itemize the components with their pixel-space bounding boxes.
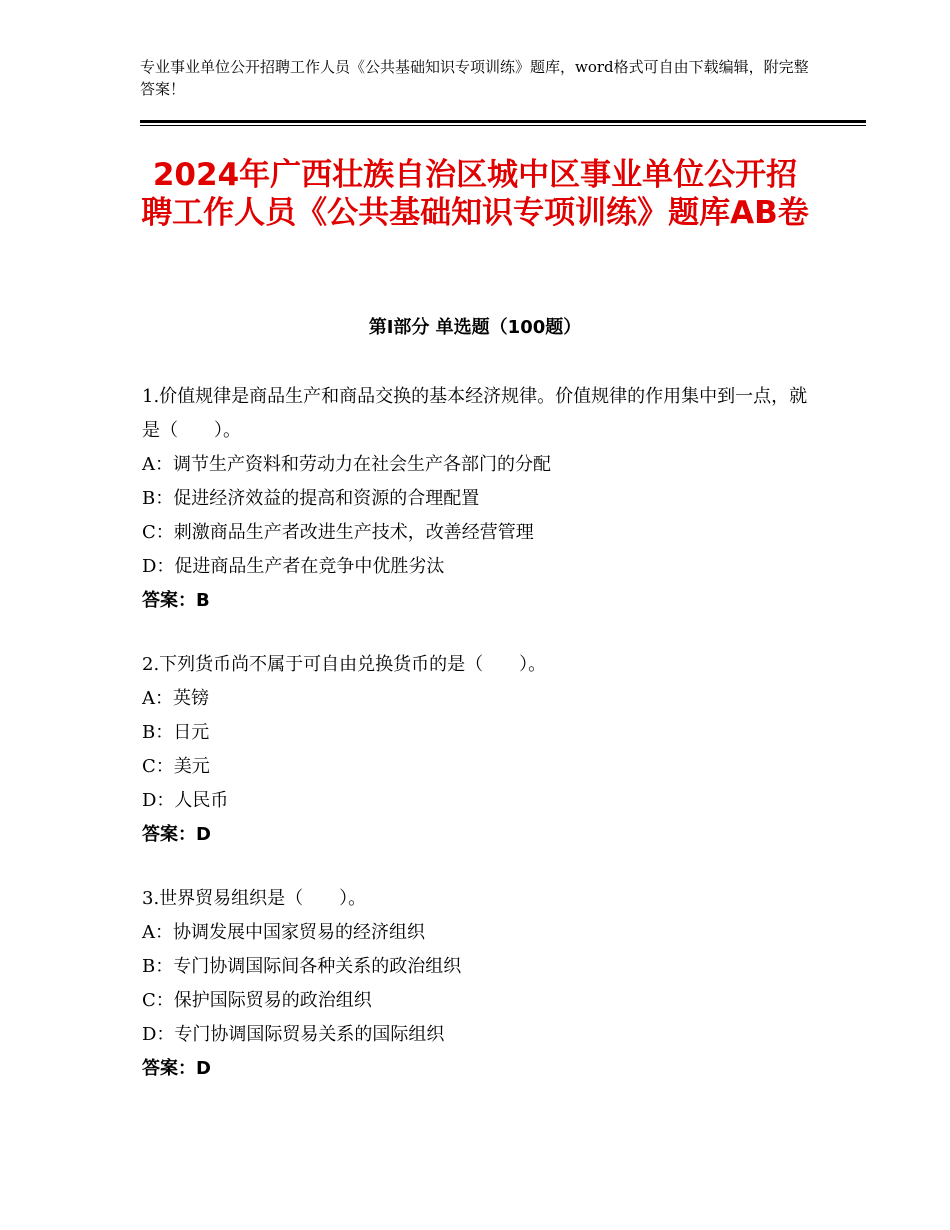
option-a: A：调节生产资料和劳动力在社会生产各部门的分配 [142,454,551,475]
option-c: C：美元 [142,756,210,777]
question-text: 3.世界贸易组织是（ ）。 [142,888,367,909]
option-b: B：专门协调国际间各种关系的政治组织 [142,956,462,977]
document-title: 2024年广西壮族自治区城中区事业单位公开招聘工作人员《公共基础知识专项训练》题库AB卷 [141,157,809,231]
option-b: B：日元 [142,722,210,743]
header-divider-thin [140,125,866,126]
option-d: D：专门协调国际贸易关系的国际组织 [142,1024,445,1045]
option-d: D：人民币 [142,790,229,811]
option-c: C：刺激商品生产者改进生产技术，改善经营管理 [142,522,534,543]
option-d: D：促进商品生产者在竞争中优胜劣汰 [142,556,445,577]
question-list [142,380,822,1116]
option-c: C：保护国际贸易的政治组织 [142,990,372,1011]
question-text: 2.下列货币尚不属于可自由兑换货币的是（ ）。 [142,654,547,675]
answer: 答案：B [142,590,210,611]
header-divider-thick [140,120,866,123]
section-heading: 第Ⅰ部分 单选题（100题） [368,317,582,338]
option-a: A：协调发展中国家贸易的经济组织 [142,922,425,943]
question-3 [142,882,822,1086]
answer: 答案：D [142,1058,211,1079]
option-b: B：促进经济效益的提高和资源的合理配置 [142,488,480,509]
answer: 答案：D [142,824,211,845]
question-1 [142,380,822,618]
option-a: A：英镑 [142,688,209,709]
header-note: 专业事业单位公开招聘工作人员《公共基础知识专项训练》题库，word格式可自由下载编辑，附完整答案！ [140,58,809,98]
question-text: 1.价值规律是商品生产和商品交换的基本经济规律。价值规律的作用集中到一点，就是（ ）。 [142,386,808,441]
question-2 [142,648,822,852]
